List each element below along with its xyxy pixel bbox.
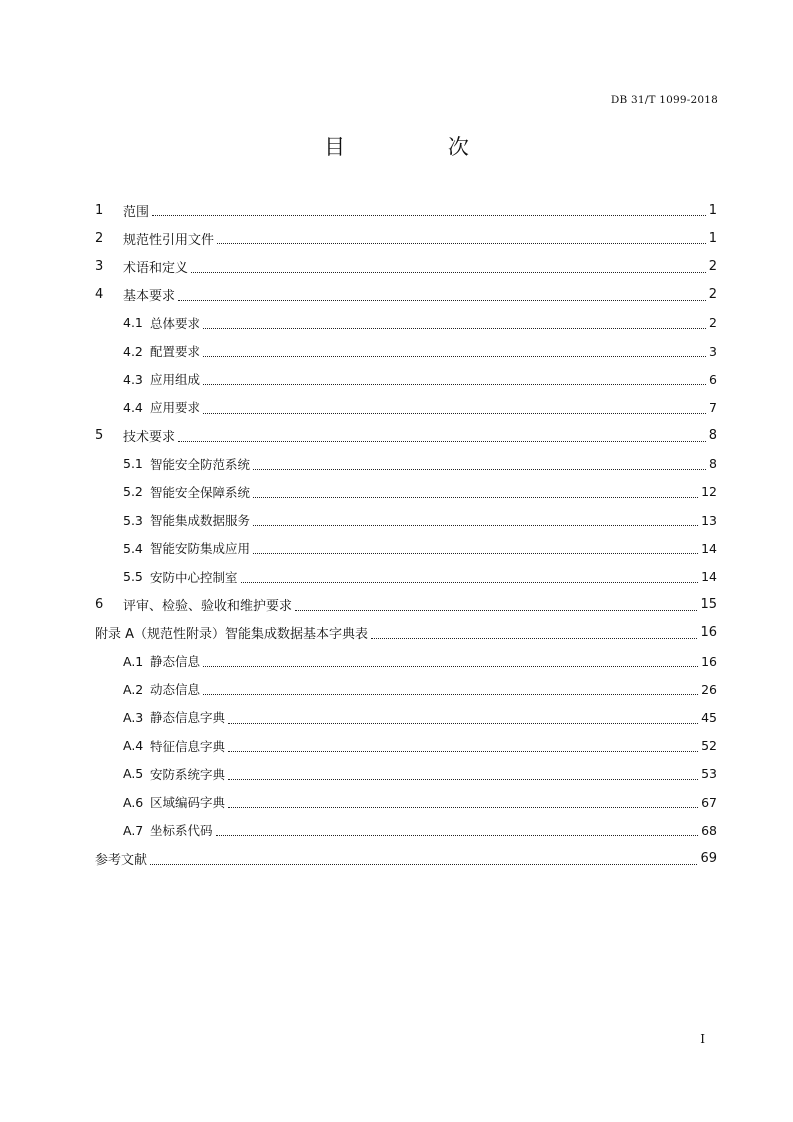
toc-entry[interactable]	[95, 309, 717, 337]
dot-leader	[228, 797, 698, 808]
dot-leader	[253, 515, 698, 526]
dot-leader	[253, 487, 698, 498]
toc-entry-page: 12	[701, 484, 717, 500]
dot-leader	[203, 374, 706, 385]
toc-entry-page: 16	[700, 625, 717, 641]
toc-entry-page: 13	[701, 512, 717, 528]
toc-entry-number: 4.1	[123, 315, 143, 331]
toc-entry-page: 16	[701, 653, 717, 669]
toc-entry-title: 静态信息字典	[150, 710, 226, 726]
dot-leader	[253, 543, 698, 554]
toc-entry-page: 14	[701, 569, 717, 585]
toc-entry-number: A.2	[123, 681, 144, 697]
toc-entry[interactable]	[95, 281, 717, 309]
dot-leader	[228, 713, 698, 724]
toc-entry[interactable]	[95, 732, 717, 760]
toc-entry-page: 68	[701, 822, 717, 838]
standard-code: DB 31/T 1099-2018	[610, 94, 718, 106]
toc-entry[interactable]	[95, 224, 717, 252]
toc-entry[interactable]	[95, 422, 717, 450]
toc-entry[interactable]	[95, 619, 717, 647]
toc-entry-number: 5.4	[123, 540, 143, 556]
toc-entry[interactable]	[95, 196, 717, 224]
toc-entry-title: 坐标系代码	[150, 823, 213, 839]
toc-entry-number: 4	[95, 287, 104, 303]
toc-entry-title: 安防系统字典	[150, 766, 226, 782]
toc-entry[interactable]	[95, 844, 717, 872]
toc-entry[interactable]	[95, 647, 717, 675]
toc-entry[interactable]	[95, 675, 717, 703]
toc-entry-title: 基本要求	[123, 289, 176, 305]
toc-entry-number: 2	[95, 230, 104, 246]
toc-entry-number: 4.2	[123, 343, 143, 359]
toc-entry-title: 应用要求	[150, 400, 201, 416]
toc-entry[interactable]	[95, 393, 717, 421]
toc-entry-number: A.3	[123, 709, 144, 725]
toc-entry[interactable]	[95, 337, 717, 365]
toc-entry-title: 评审、检验、验收和维护要求	[123, 599, 293, 615]
toc-entry-title: 规范性引用文件	[123, 232, 215, 248]
toc-entry-page: 53	[701, 766, 717, 782]
toc-entry[interactable]	[95, 506, 717, 534]
toc-entry-title: 特征信息字典	[150, 738, 226, 754]
toc-entry-title: 区域编码字典	[150, 795, 226, 811]
toc-entry-page: 7	[709, 399, 717, 415]
toc-entry-number: A.6	[123, 794, 144, 810]
table-of-contents	[95, 196, 717, 873]
toc-entry-page: 1	[708, 230, 717, 246]
dot-leader	[203, 346, 706, 357]
toc-entry-number: 5.5	[123, 569, 143, 585]
toc-entry-page: 1	[708, 202, 717, 218]
toc-entry-title: 技术要求	[123, 430, 176, 446]
toc-entry-title: 安防中心控制室	[150, 569, 238, 585]
dot-leader	[203, 684, 698, 695]
toc-entry-title: 术语和定义	[123, 260, 189, 276]
toc-entry-page: 14	[701, 540, 717, 556]
dot-leader	[152, 205, 706, 216]
toc-entry-title: 总体要求	[150, 315, 201, 331]
toc-entry-title: 参考文献	[95, 852, 148, 868]
toc-entry[interactable]	[95, 534, 717, 562]
toc-entry-number: 1	[95, 202, 104, 218]
toc-entry-number: 6	[95, 597, 104, 613]
toc-entry-number: A.7	[123, 822, 144, 838]
toc-entry-page: 3	[709, 343, 717, 359]
toc-entry-number: 5.1	[123, 456, 143, 472]
toc-entry-title: 配置要求	[150, 344, 201, 360]
toc-entry-page: 15	[700, 597, 717, 613]
toc-entry-page: 8	[709, 456, 717, 472]
toc-entry-number: 5.3	[123, 512, 143, 528]
dot-leader	[203, 403, 706, 414]
toc-entry-number: 5	[95, 428, 104, 444]
toc-entry-page: 6	[709, 371, 717, 387]
dot-leader	[253, 459, 706, 470]
toc-entry-title: 智能安全保障系统	[150, 484, 251, 500]
toc-entry[interactable]	[95, 562, 717, 590]
dot-leader	[178, 431, 706, 442]
toc-entry-title: 静态信息	[150, 654, 201, 670]
dot-leader	[203, 656, 698, 667]
toc-entry-number: 4.4	[123, 399, 143, 415]
dot-leader	[295, 600, 697, 611]
toc-entry[interactable]	[95, 591, 717, 619]
toc-entry-title: 智能集成数据服务	[150, 513, 251, 529]
toc-entry[interactable]	[95, 365, 717, 393]
toc-entry[interactable]	[95, 450, 717, 478]
dot-leader	[203, 318, 706, 329]
toc-entry-title: 应用组成	[150, 372, 201, 388]
toc-entry-title: 动态信息	[150, 682, 201, 698]
toc-entry-title: 范围	[123, 204, 150, 220]
toc-title: 目 次	[324, 135, 517, 159]
toc-entry-number: 5.2	[123, 484, 143, 500]
toc-entry-page: 2	[709, 315, 717, 331]
toc-entry-number: A.5	[123, 766, 144, 782]
toc-entry-page: 52	[701, 738, 717, 754]
dot-leader	[241, 572, 699, 583]
toc-entry-title: 智能安防集成应用	[150, 541, 251, 557]
toc-entry[interactable]	[95, 816, 717, 844]
dot-leader	[228, 769, 698, 780]
toc-entry-page: 2	[708, 258, 717, 274]
toc-entry-number: 3	[95, 258, 104, 274]
toc-entry-page: 69	[700, 850, 717, 866]
toc-entry-title: 附录 A（规范性附录）智能集成数据基本字典表	[95, 627, 369, 643]
toc-entry-number: A.1	[123, 653, 144, 669]
toc-entry[interactable]	[95, 252, 717, 280]
dot-leader	[216, 825, 699, 836]
dot-leader	[178, 290, 706, 301]
toc-entry[interactable]	[95, 760, 717, 788]
toc-entry[interactable]	[95, 788, 717, 816]
toc-entry-title: 智能安全防范系统	[150, 456, 251, 472]
toc-entry[interactable]	[95, 478, 717, 506]
page-number: I	[700, 1032, 705, 1046]
dot-leader	[371, 628, 697, 639]
dot-leader	[228, 741, 698, 752]
toc-entry-page: 2	[708, 287, 717, 303]
dot-leader	[217, 233, 706, 244]
toc-entry-page: 45	[701, 709, 717, 725]
dot-leader	[150, 854, 697, 865]
toc-entry-page: 67	[701, 794, 717, 810]
toc-entry-page: 26	[701, 681, 717, 697]
dot-leader	[191, 262, 706, 273]
toc-entry[interactable]	[95, 703, 717, 731]
toc-entry-number: 4.3	[123, 371, 143, 387]
toc-entry-page: 8	[708, 428, 717, 444]
toc-entry-number: A.4	[123, 738, 144, 754]
